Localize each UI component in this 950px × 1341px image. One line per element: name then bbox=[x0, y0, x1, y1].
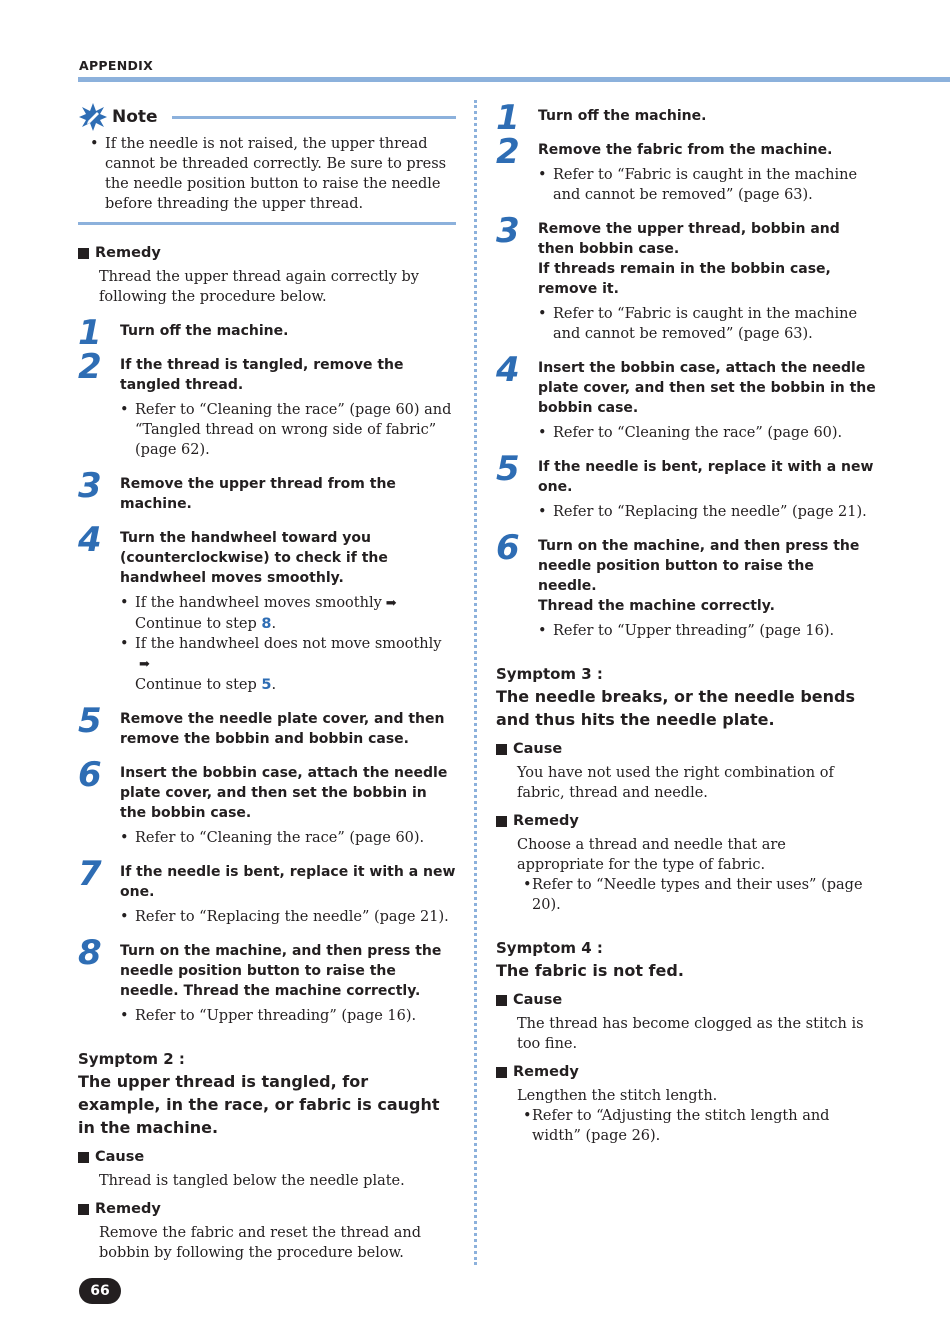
square-bullet-icon bbox=[78, 1204, 89, 1215]
symptom-title: The fabric is not fed. bbox=[496, 961, 684, 980]
step-text: Turn on the machine, and then press the needle position button to raise the needle. bbox=[538, 538, 860, 594]
step-3 bbox=[496, 211, 876, 344]
remedy-label: Remedy bbox=[95, 1201, 161, 1217]
arrow-right-icon: ➡ bbox=[385, 596, 397, 611]
step-number: 6 bbox=[496, 528, 520, 568]
step-number: 4 bbox=[78, 520, 102, 560]
square-bullet-icon bbox=[496, 816, 507, 827]
symptom-2-heading bbox=[78, 1048, 456, 1139]
symptom-label: Symptom 4 : bbox=[496, 939, 603, 957]
remedy-heading bbox=[496, 1064, 876, 1080]
cause-label: Cause bbox=[95, 1149, 145, 1165]
cause-text: The thread has become clogged as the stitch is too fine. bbox=[517, 1016, 864, 1052]
step-text: If the needle is bent, replace it with a new one. bbox=[538, 459, 874, 495]
remedy-heading bbox=[496, 813, 876, 829]
step-bullet: • Refer to “Replacing the needle” (page 21). bbox=[120, 907, 456, 927]
step-text-extra: Thread the machine correctly. bbox=[538, 598, 775, 614]
remedy-text: Choose a thread and needle that are appropriate for the type of fabric. bbox=[517, 837, 786, 873]
remedy-label: Remedy bbox=[513, 813, 579, 829]
header-rule bbox=[78, 77, 950, 82]
bullet-continue: Continue to step bbox=[135, 677, 257, 693]
step-text: Remove the fabric from the machine. bbox=[538, 142, 833, 158]
step-number: 5 bbox=[496, 449, 520, 489]
step-1 bbox=[496, 98, 876, 138]
step-text: Turn on the machine, and then press the needle position button to raise the needle. Thread the machine correctly. bbox=[120, 943, 442, 999]
cause-text: You have not used the right combination of fabric, thread and needle. bbox=[517, 765, 834, 801]
step-bullet: • Refer to “Upper threading” (page 16). bbox=[120, 1006, 456, 1026]
cause-heading bbox=[496, 992, 876, 1008]
symptom-3-heading bbox=[496, 663, 876, 731]
square-bullet-icon bbox=[78, 1152, 89, 1163]
step-bullet: • Refer to “Upper threading” (page 16). bbox=[538, 621, 876, 641]
remedy-text: Remove the fabric and reset the thread and bobbin by following the procedure below. bbox=[99, 1225, 421, 1261]
symptom-4-heading bbox=[496, 937, 876, 982]
step-text: Turn off the machine. bbox=[538, 108, 707, 124]
step-4 bbox=[496, 350, 876, 443]
bullet-text: If the handwheel does not move smoothly bbox=[135, 636, 442, 652]
remedy-text: Lengthen the stitch length. bbox=[517, 1088, 718, 1104]
square-bullet-icon bbox=[496, 995, 507, 1006]
remedy-heading bbox=[78, 1201, 456, 1217]
step-number: 3 bbox=[496, 211, 520, 251]
cause-text: Thread is tangled below the needle plate. bbox=[99, 1173, 405, 1189]
cause-label: Cause bbox=[513, 992, 563, 1008]
step-number: 8 bbox=[78, 933, 102, 973]
remedy-bullet: • Refer to “Needle types and their uses” (page 20). bbox=[517, 875, 876, 915]
square-bullet-icon bbox=[496, 744, 507, 755]
bullet-text: If the handwheel moves smoothly bbox=[135, 595, 382, 611]
note-box bbox=[78, 100, 456, 225]
remedy-label: Remedy bbox=[95, 245, 161, 261]
arrow-right-icon: ➡ bbox=[139, 657, 150, 672]
step-8 bbox=[78, 933, 456, 1026]
step-text: If the needle is bent, replace it with a new one. bbox=[120, 864, 456, 900]
cause-heading bbox=[78, 1149, 456, 1165]
step-bullet: • Refer to “Cleaning the race” (page 60) and “Tangled thread on wrong side of fabric” (page 62). bbox=[120, 400, 456, 460]
symptom-label: Symptom 2 : bbox=[78, 1050, 185, 1068]
note-item: • If the needle is not raised, the upper thread cannot be threaded correctly. Be sure to press the needle position button to raise the needle before threading the upper thread. bbox=[84, 134, 456, 214]
step-text: If the thread is tangled, remove the tangled thread. bbox=[120, 357, 404, 393]
square-bullet-icon bbox=[78, 248, 89, 259]
step-number: 5 bbox=[78, 701, 102, 741]
step-2 bbox=[78, 347, 456, 460]
remedy-bullet: • Refer to “Adjusting the stitch length and width” (page 26). bbox=[517, 1106, 876, 1146]
step-text: Remove the upper thread from the machine. bbox=[120, 476, 396, 512]
step-number: 6 bbox=[78, 755, 102, 795]
step-1 bbox=[78, 313, 456, 353]
step-number: 3 bbox=[78, 466, 102, 506]
symptom-title: The needle breaks, or the needle bends and thus hits the needle plate. bbox=[496, 687, 856, 729]
note-header-rule bbox=[172, 116, 456, 119]
step-bullet: • Refer to “Cleaning the race” (page 60). bbox=[538, 423, 876, 443]
step-bullet: • Refer to “Replacing the needle” (page 21). bbox=[538, 502, 876, 522]
step-text: Remove the upper thread, bobbin and then bobbin case. bbox=[538, 221, 840, 257]
step-number: 2 bbox=[78, 347, 102, 387]
step-6 bbox=[496, 528, 876, 641]
step-5 bbox=[496, 449, 876, 522]
step-2 bbox=[496, 132, 876, 205]
step-text: Insert the bobbin case, attach the needle plate cover, and then set the bobbin in the bobbin case. bbox=[120, 765, 448, 821]
step-number: 1 bbox=[78, 313, 102, 353]
step-text: Turn off the machine. bbox=[120, 323, 289, 339]
step-number: 2 bbox=[496, 132, 520, 172]
step-bullet: • Refer to “Cleaning the race” (page 60). bbox=[120, 828, 456, 848]
step-text: Remove the needle plate cover, and then remove the bobbin and bobbin case. bbox=[120, 711, 445, 747]
note-star-icon bbox=[78, 102, 108, 132]
note-title: Note bbox=[112, 107, 158, 127]
step-3 bbox=[78, 466, 456, 514]
step-text-extra: If threads remain in the bobbin case, remove it. bbox=[538, 261, 831, 297]
remedy-label: Remedy bbox=[513, 1064, 579, 1080]
column-divider bbox=[474, 100, 477, 1265]
step-4 bbox=[78, 520, 456, 695]
remedy-text: Thread the upper thread again correctly by following the procedure below. bbox=[99, 269, 419, 305]
left-column bbox=[78, 100, 456, 1263]
page-header-title: APPENDIX bbox=[79, 58, 154, 73]
remedy-heading bbox=[78, 245, 456, 261]
note-header bbox=[78, 100, 456, 134]
symptom-label: Symptom 3 : bbox=[496, 665, 603, 683]
cause-label: Cause bbox=[513, 741, 563, 757]
step-reference: 5 bbox=[261, 677, 272, 693]
square-bullet-icon bbox=[496, 1067, 507, 1078]
step-bullet: • If the handwheel moves smoothly ➡ Continue to step 8. bbox=[120, 593, 456, 634]
step-bullet: • If the handwheel does not move smoothly➡ Continue to step 5. bbox=[120, 634, 456, 695]
bullet-continue: Continue to step bbox=[135, 616, 257, 632]
step-reference: 8 bbox=[261, 616, 272, 632]
right-column bbox=[496, 98, 876, 1146]
symptom-title: The upper thread is tangled, for example, in the race, or fabric is caught in the machine. bbox=[78, 1072, 440, 1137]
page-number: 66 bbox=[79, 1278, 121, 1304]
step-7 bbox=[78, 854, 456, 927]
step-bullet: • Refer to “Fabric is caught in the machine and cannot be removed” (page 63). bbox=[538, 165, 876, 205]
step-number: 1 bbox=[496, 98, 520, 138]
step-number: 4 bbox=[496, 350, 520, 390]
step-text: Insert the bobbin case, attach the needle plate cover, and then set the bobbin in the bobbin case. bbox=[538, 360, 876, 416]
cause-heading bbox=[496, 741, 876, 757]
step-6 bbox=[78, 755, 456, 848]
step-bullet: • Refer to “Fabric is caught in the machine and cannot be removed” (page 63). bbox=[538, 304, 876, 344]
step-5 bbox=[78, 701, 456, 749]
step-number: 7 bbox=[78, 854, 102, 894]
step-text: Turn the handwheel toward you (counterclockwise) to check if the handwheel moves smoothly. bbox=[120, 530, 388, 586]
